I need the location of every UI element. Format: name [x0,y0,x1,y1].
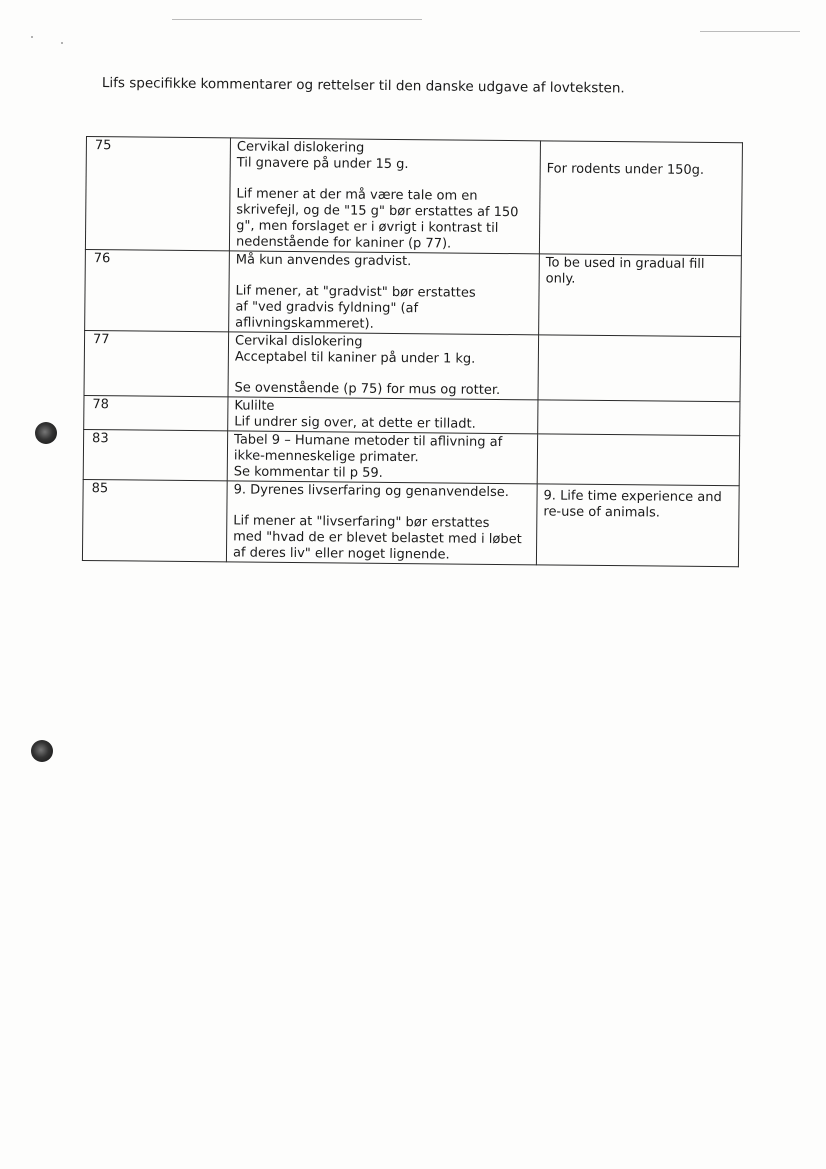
comment-line: Lif mener at "livserfaring" bør erstattes [233,513,490,531]
danish-comment-cell [226,481,537,565]
comment-line: Kulilte [234,398,275,414]
english-text-cell [539,254,742,337]
comment-line: Se ovenstående (p 75) for mus og rotter. [234,380,501,398]
comment-line: Se kommentar til p 59. [233,464,383,481]
english-text [544,435,733,437]
document-heading: Lifs specifikke kommentarer og rettelser til den danske udgave af lovteksten. [101,74,625,97]
scan-artifact [172,19,422,20]
comment-line: Må kun anvendes gradvist. [235,252,412,270]
page-number-cell: 85 [82,479,227,561]
scan-artifact [700,31,800,32]
page-number-cell: 83 [83,429,227,480]
danish-comment-cell [228,397,538,434]
english-text: For rodents under 150g. [546,161,705,178]
comment-line: g", men forslaget er i øvrigt i kontrast til [236,218,499,236]
english-text-cell [538,400,740,436]
english-text-cell [539,141,742,256]
table-row [83,429,739,485]
comment-line: Til gnavere på under 15 g. [236,155,409,173]
comment-line: ikke-menneskelige primater. [233,448,419,466]
table-row [82,479,739,566]
comment-line: Acceptabel til kaniner på under 1 kg. [234,349,476,367]
comments-table [82,136,743,567]
table-row [84,330,741,401]
comment-line: Cervikal dislokering [234,333,363,350]
english-text [545,336,734,338]
comments-table-wrap [82,136,742,567]
english-text-cell [537,434,739,486]
punch-hole [35,422,57,444]
table-row [85,249,742,336]
danish-comment-cell [228,332,539,400]
english-text [544,401,733,403]
comment-line: af "ved gradvis fyldning" (af [235,299,419,317]
comment-line: Lif mener, at "gradvist" bør erstattes [235,283,476,301]
english-text: 9. Life time experience and re-use of animals. [543,488,722,521]
comment-line: nedenstående for kaniner (p 77). [235,234,452,252]
comment-line: Lif mener at der må være tale om en [236,186,478,204]
comment-line: Lif undrer sig over, at dette er tilladt. [234,414,476,432]
danish-comment-cell [229,251,540,335]
page-number-cell: 76 [85,249,230,331]
english-text-cell [536,484,739,567]
scan-artifact [61,42,63,44]
page-number-cell: 77 [84,330,229,396]
punch-hole [31,740,53,762]
comment-line: Cervikal dislokering [236,139,365,156]
page-number-cell: 75 [85,137,230,251]
comment-line: af deres liv" eller noget lignende. [232,545,450,563]
page-number-cell: 78 [84,395,228,430]
danish-comment-cell [227,431,537,484]
comment-line: aflivningskammeret). [235,315,374,332]
comment-line: skrivefejl, og de "15 g" bør erstattes af 150 [236,202,519,221]
english-text: To be used in gradual fill only. [545,255,705,287]
scan-artifact [31,36,33,38]
table-row [85,137,742,256]
danish-comment-cell [229,138,540,254]
english-text-cell [538,335,741,402]
comment-line: Tabel 9 – Humane metoder til aflivning af [234,432,503,451]
comment-line: med "hvad de er blevet belastet med i løbet [233,529,522,548]
comment-line: 9. Dyrenes livserfaring og genanvendelse. [233,482,509,501]
